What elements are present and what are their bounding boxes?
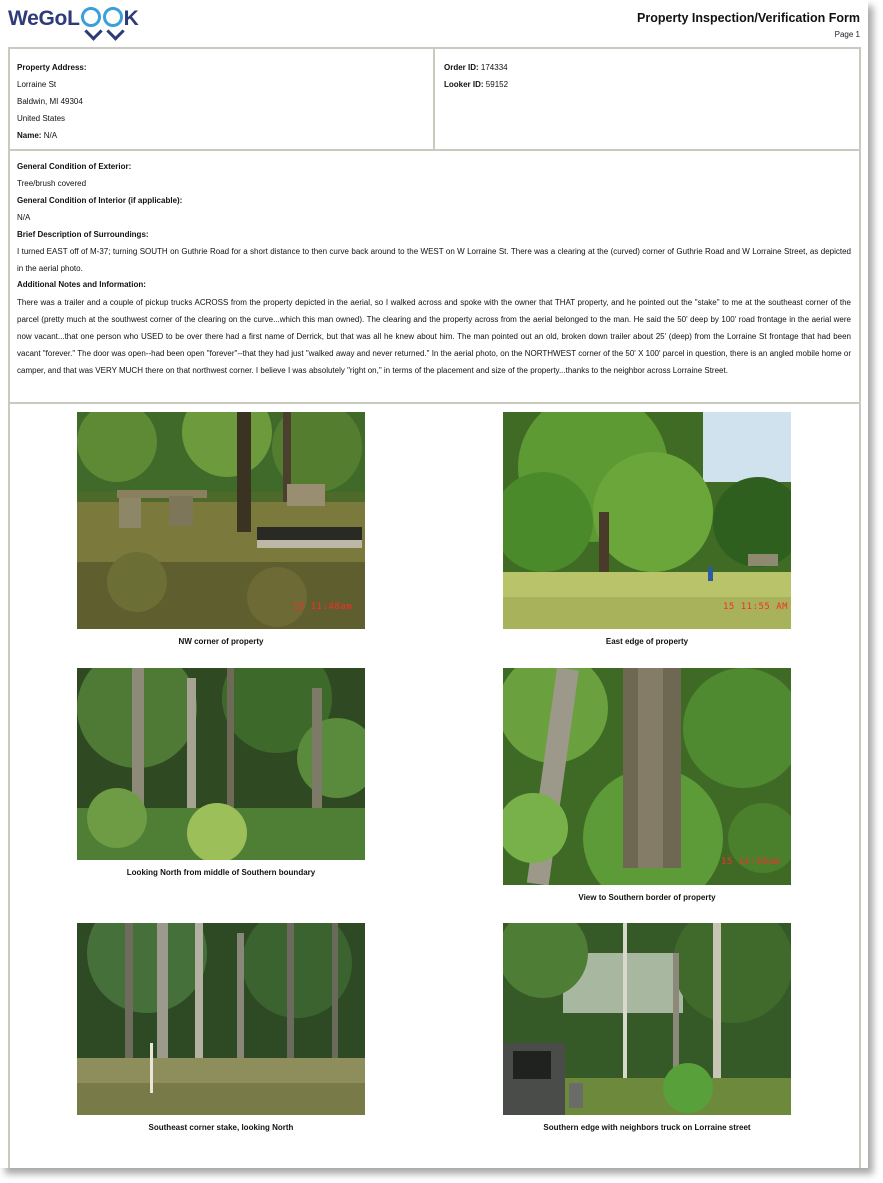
surroundings-text: I turned EAST off of M-37; turning SOUTH on Guthrie Road for a short distance to then curve back around to the WEST on W Lorraine St. There was a clearing at the (curved) corner of Guthrie Road and W Lorraine Street, as depicted in the aerial photo. [17, 247, 851, 274]
exterior-value: Tree/brush covered [17, 178, 87, 188]
order-id-value: 174334 [480, 63, 508, 72]
name-value: N/A [43, 131, 58, 140]
photo-nw-corner [77, 412, 365, 629]
wegolook-logo [8, 7, 139, 31]
logo-text-post: K [123, 7, 139, 30]
photo-looking-north-middle [77, 668, 365, 860]
looker-id-line [444, 76, 851, 93]
photo-caption: Southeast corner stake, looking North [148, 1123, 294, 1132]
order-id-line [444, 59, 851, 76]
notes-text: There was a trailer and a couple of pickup trucks ACROSS from the property depicted in the aerial, so I walked across and spoke with the owner that THAT property, and he pointed out the "stake" to me at the southeast corner of the parcel (pretty much at the southwest corner of the clearing on the curve...which this man owned). The clearing and the property across from the aerial belonged to the man. He said the 50' deep by 100' road frontage in the aerial were now vacant...that one person who USED to be over there had a first name of Derrick, but that was all he knew about him. The man pointed out an old, broken down trailer about 25' (deep) from the Lorraine St frontage that had been vacant "forever." The door was open--had been open "forever"--that they had just "walked away and never returned." In the aerial photo, on the NORTHWEST corner of the 50' X 100' parcel in question, there is an angled mobile home or camper, and that was VERY MUCH there on that northwest corner. I believe I was absolutely "right on," in terms of the placement and size of the property...thanks to the neighbor across Lorraine Street. [17, 298, 851, 376]
property-name-line [17, 127, 425, 144]
name-label: Name: [17, 131, 42, 140]
photo-timestamp: 15 11:48am [293, 602, 353, 612]
order-info-block [435, 49, 859, 149]
photo-timestamp: 15 11:56am [721, 857, 781, 867]
surroundings-label: Brief Description of Surroundings: [17, 229, 149, 239]
looker-id-label: Looker ID: [444, 80, 484, 89]
report-header [0, 0, 868, 47]
logo-text-l: L [67, 7, 80, 30]
logo-eye-icon [81, 7, 101, 27]
interior-value: N/A [17, 212, 31, 222]
order-id-label: Order ID: [444, 63, 479, 72]
report-frame [8, 47, 861, 1168]
photo-caption: Looking North from middle of Southern boundary [126, 868, 316, 877]
photo-caption: Southern edge with neighbors truck on Lorraine street [543, 1123, 751, 1132]
property-info-section [10, 47, 859, 151]
logo-text-pre: WeGo [8, 7, 68, 30]
exterior-label: General Condition of Exterior: [17, 162, 132, 171]
photo-southern-border [503, 668, 791, 885]
property-country: United States [17, 114, 66, 123]
conditions-section [10, 151, 859, 404]
photo-caption: NW corner of property [178, 637, 264, 646]
looker-id-value: 59152 [485, 80, 509, 89]
interior-label: General Condition of Interior (if applicable): [17, 195, 183, 205]
property-city-state-zip: Baldwin, MI 49304 [17, 97, 83, 106]
property-address-label: Property Address: [17, 63, 87, 72]
form-title: Property Inspection/Verification Form [637, 11, 860, 25]
photo-east-edge [503, 412, 791, 629]
property-address-block [10, 49, 435, 149]
page-number: Page 1 [834, 30, 860, 39]
photo-southeast-stake [77, 923, 365, 1115]
photo-timestamp: 15 11:55 AM [723, 602, 789, 612]
property-street: Lorraine St [17, 80, 57, 89]
photo-caption: View to Southern border of property [578, 893, 716, 902]
photo-caption: East edge of property [605, 637, 689, 646]
notes-label: Additional Notes and Information: [17, 280, 146, 290]
photo-grid [10, 404, 859, 1164]
logo-eye-icon [103, 7, 123, 27]
photo-southern-edge-truck [503, 923, 791, 1115]
